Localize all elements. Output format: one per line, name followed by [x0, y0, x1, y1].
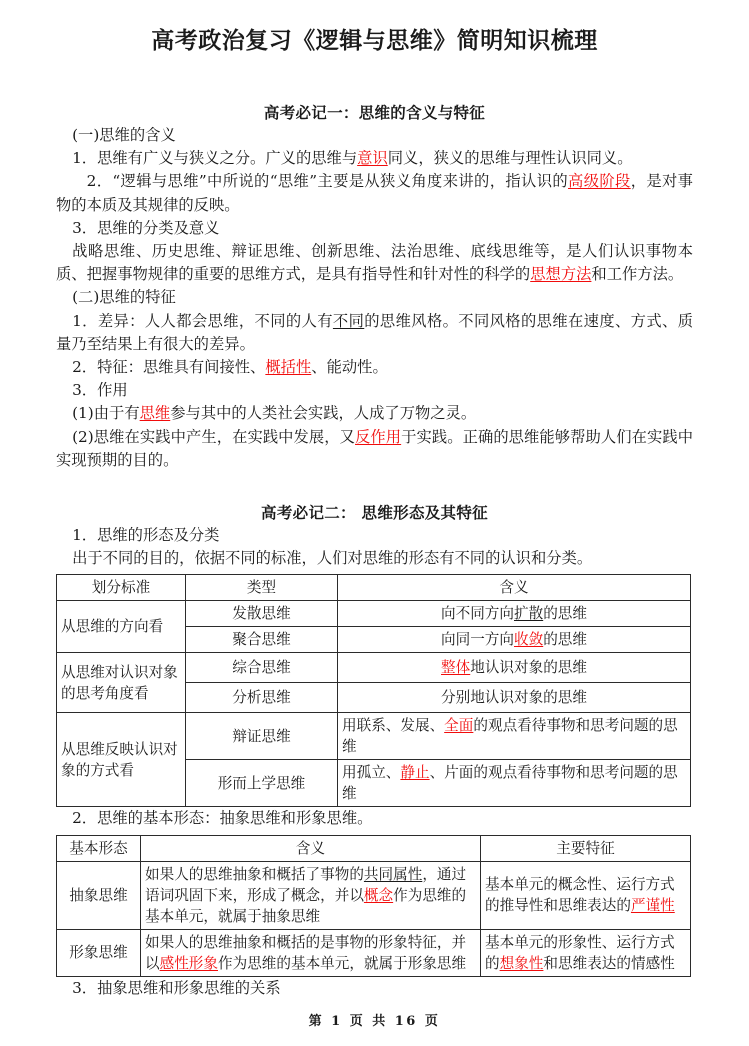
table-row [57, 929, 691, 976]
text-run: 3．抽象思维和形象思维的关系 [72, 978, 281, 997]
text-run: 、片面的观点看待事物和思考问题的思维 [342, 764, 678, 803]
cell-feature [481, 861, 691, 929]
emphasis-red: 高级阶段 [568, 172, 631, 191]
paragraph-1-9 [56, 379, 693, 402]
paragraph-1-4 [56, 217, 693, 240]
column-header-standard: 划分标准 [57, 575, 186, 601]
emphasis-red: 反作用 [355, 427, 402, 446]
text-run: 向不同方向 [441, 605, 514, 623]
text-run: 同义，狭义的思维与理性认识同义。 [387, 149, 633, 168]
text-run: 的观点看待事物和思考问题的思维 [342, 717, 678, 756]
text-run: 3．作用 [72, 381, 128, 400]
paragraph-1-10 [56, 402, 693, 425]
column-header-meaning: 含义 [338, 575, 691, 601]
emphasis-red: 意识 [357, 149, 388, 168]
text-run: 用联系、发展、 [342, 717, 445, 735]
text-run: 如果人的思维抽象和概括了事物的 [145, 865, 364, 883]
text-run: (一)思维的含义 [72, 126, 176, 144]
emphasis-red: 思想方法 [530, 265, 592, 284]
cell-meaning [338, 653, 691, 683]
table-header-row [57, 835, 691, 861]
table-basic-forms [56, 835, 691, 977]
text-run: 2．“逻辑与思维”中所说的“思维”主要是从狭义角度来讲的，指认识的 [86, 172, 569, 191]
cell-meaning: 分别地认识对象的思维 [338, 683, 691, 713]
section-two [56, 502, 693, 1000]
cell-meaning [338, 601, 691, 627]
text-run: 2．思维的基本形态：抽象思维和形象思维。 [72, 809, 373, 828]
cell-standard-reflection: 从思维反映认识对象的方式看 [57, 713, 186, 807]
document-page [0, 24, 749, 1046]
table-row [57, 861, 691, 929]
text-run: 1．差异：人人都会思维，不同的人有 [72, 311, 333, 330]
paragraph-2-1 [56, 524, 693, 547]
emphasis-red: 感性形象 [159, 954, 218, 972]
paragraph-1-6 [56, 286, 693, 309]
text-run: 的思维风格。不同风格的思维在速度、方式、质量乃至结果上有很大的差异。 [56, 311, 693, 353]
page-title: 高考政治复习《逻辑与思维》简明知识梳理 [151, 27, 598, 54]
paragraph-1-3 [56, 170, 693, 216]
table-header-row [57, 575, 691, 601]
paragraph-1-5 [56, 240, 693, 286]
cell-meaning [338, 627, 691, 653]
text-run: 出于不同的目的，依据不同的标准，人们对思维的形态有不同的认识和分类。 [72, 549, 593, 568]
text-run: 参与其中的人类社会实践，人成了万物之灵。 [170, 404, 477, 423]
table-row [57, 601, 691, 627]
text-run: 的思维 [543, 605, 587, 623]
page-footer: 第 1 页 共 16 页 [308, 1014, 441, 1029]
paragraph-2-4 [56, 977, 693, 1000]
column-header-basic-form: 基本形态 [57, 835, 141, 861]
emphasis-underline: 共同属性 [363, 865, 423, 883]
table-row [57, 653, 691, 683]
cell-meaning [141, 929, 481, 976]
cell-type: 形而上学思维 [186, 760, 338, 807]
text-run: 作为思维的基本单元，就属于形象思维 [218, 954, 467, 972]
text-run: 3．思维的分类及意义 [72, 218, 220, 237]
emphasis-red: 严谨性 [630, 897, 675, 915]
paragraph-1-7 [56, 310, 693, 356]
cell-form-imagery: 形象思维 [57, 929, 141, 976]
cell-standard-angle: 从思维对认识对象的思考角度看 [57, 653, 186, 713]
emphasis-underline: 不同 [332, 311, 365, 330]
text-run: 基本单元的形象性、运行方式的 [485, 933, 675, 972]
emphasis-red: 静止 [400, 764, 430, 782]
cell-type: 发散思维 [186, 601, 338, 627]
text-run: ，是对事物的本质及其规律的反映。 [56, 172, 693, 214]
emphasis-red: 思维 [139, 404, 171, 423]
text-run: 用孤立、 [342, 764, 401, 782]
emphasis-red: 整体 [441, 659, 471, 677]
text-run: 作为思维的基本单元，就属于抽象思维 [145, 886, 467, 925]
text-run: 战略思维、历史思维、辩证思维、创新思维、法治思维、底线思维等，是人们认识事物本质、把握事物规律的重要的思维方式，是具有指导性和针对性的科学的 [56, 242, 693, 284]
cell-meaning [338, 760, 691, 807]
text-run: 1．思维的形态及分类 [72, 526, 220, 545]
paragraph-2-3 [56, 807, 693, 830]
paragraph-1-11 [56, 426, 693, 472]
paragraph-1-2 [56, 147, 693, 170]
text-run: 、能动性。 [311, 358, 388, 377]
table-row [57, 713, 691, 760]
text-run: 和思维表达的情感性 [543, 954, 675, 972]
cell-meaning [338, 713, 691, 760]
text-run: 于实践。正确的思维能够帮助人们在实践中实现预期的目的。 [56, 427, 693, 469]
text-run: 基本单元的概念性、运行方式的推导性和思维表达的 [485, 876, 675, 915]
emphasis-red: 全面 [444, 717, 474, 735]
section-one-heading: 高考必记一：思维的含义与特征 [263, 103, 486, 122]
column-header-type: 类型 [186, 575, 338, 601]
cell-form-abstract: 抽象思维 [57, 861, 141, 929]
text-run: 1．思维有广义与狭义之分。广义的思维与 [72, 149, 358, 168]
paragraph-1-1 [56, 124, 693, 147]
text-run: (二)思维的特征 [72, 288, 176, 307]
cell-type: 辩证思维 [186, 713, 338, 760]
column-header-main-feature: 主要特征 [481, 835, 691, 861]
table-thinking-forms [56, 574, 691, 807]
paragraph-2-2 [56, 547, 693, 570]
text-run: 和工作方法。 [591, 265, 684, 284]
cell-type: 聚合思维 [186, 627, 338, 653]
emphasis-underline: 扩散 [513, 605, 544, 623]
cell-type: 分析思维 [186, 683, 338, 713]
cell-standard-direction: 从思维的方向看 [57, 601, 186, 653]
cell-type: 综合思维 [186, 653, 338, 683]
section-one [56, 102, 693, 472]
section-two-heading: 高考必记二： 思维形态及其特征 [261, 503, 488, 523]
text-run: (1)由于有 [72, 404, 140, 423]
text-run: 的思维 [543, 631, 587, 649]
text-run: 向同一方向 [441, 631, 514, 649]
column-header-meaning: 含义 [141, 835, 481, 861]
text-run: ，通过语词巩固下来，形成了概念，并以 [145, 865, 467, 904]
cell-meaning [141, 861, 481, 929]
emphasis-red: 概括性 [265, 358, 312, 377]
emphasis-red: 收敛 [513, 631, 544, 649]
text-run: (2)思维在实践中产生，在实践中发展，又 [72, 427, 356, 446]
emphasis-red: 想象性 [499, 954, 544, 972]
text-run: 地认识对象的思维 [470, 659, 587, 677]
emphasis-red: 概念 [363, 886, 394, 904]
text-run: 如果人的思维抽象和概括的是事物的形象特征，并以 [145, 933, 467, 972]
text-run: 2．特征：思维具有间接性、 [72, 358, 266, 377]
cell-feature [481, 929, 691, 976]
paragraph-1-8 [56, 356, 693, 379]
